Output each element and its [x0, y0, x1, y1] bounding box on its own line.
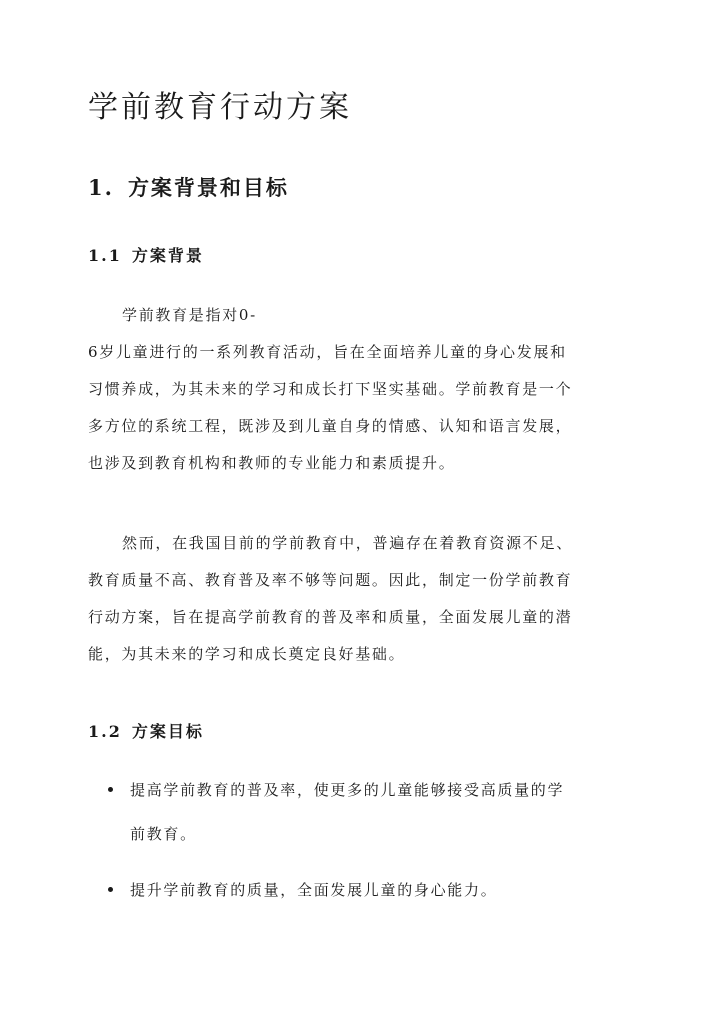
paragraph-line: 多方位的系统工程，既涉及到儿童自身的情感、认知和语言发展，	[88, 417, 573, 435]
list-item-line: 前教育。	[130, 825, 197, 843]
goals-list	[88, 768, 648, 924]
paragraph-line: 6岁儿童进行的一系列教育活动，旨在全面培养儿童的身心发展和	[88, 343, 567, 361]
subsection-1-1-title: 方案背景	[131, 246, 204, 265]
subsection-1-1-heading	[88, 243, 204, 269]
list-item	[88, 868, 648, 912]
list-item-line: 提高学前教育的普及率，使更多的儿童能够接受高质量的学	[130, 781, 565, 799]
background-paragraph-1	[88, 297, 638, 482]
subsection-1-1-number: 1.1	[88, 246, 122, 265]
paragraph-line: 学前教育是指对0-	[122, 306, 257, 324]
list-item-line: 提升学前教育的质量，全面发展儿童的身心能力。	[130, 881, 498, 899]
section-1-number: 1.	[88, 175, 114, 200]
paragraph-line: 也涉及到教育机构和教师的专业能力和素质提升。	[88, 454, 456, 472]
paragraph-line: 然而，在我国目前的学前教育中，普遍存在着教育资源不足、	[122, 534, 573, 552]
subsection-1-2-number: 1.2	[88, 722, 122, 741]
background-paragraph-2	[88, 525, 638, 673]
paragraph-line: 行动方案，旨在提高学前教育的普及率和质量，全面发展儿童的潜	[88, 608, 573, 626]
section-1-heading	[88, 170, 289, 206]
bullet-dot-icon	[108, 887, 113, 892]
subsection-1-2-title: 方案目标	[131, 722, 204, 741]
subsection-1-2-heading	[88, 719, 204, 745]
list-item	[88, 768, 648, 856]
section-1-title: 方案背景和目标	[127, 175, 289, 200]
bullet-dot-icon	[108, 787, 113, 792]
document-title: 学前教育行动方案	[88, 90, 352, 125]
paragraph-line: 能，为其未来的学习和成长奠定良好基础。	[88, 645, 406, 663]
paragraph-line: 教育质量不高、教育普及率不够等问题。因此，制定一份学前教育	[88, 571, 573, 589]
paragraph-line: 习惯养成，为其未来的学习和成长打下坚实基础。学前教育是一个	[88, 380, 573, 398]
